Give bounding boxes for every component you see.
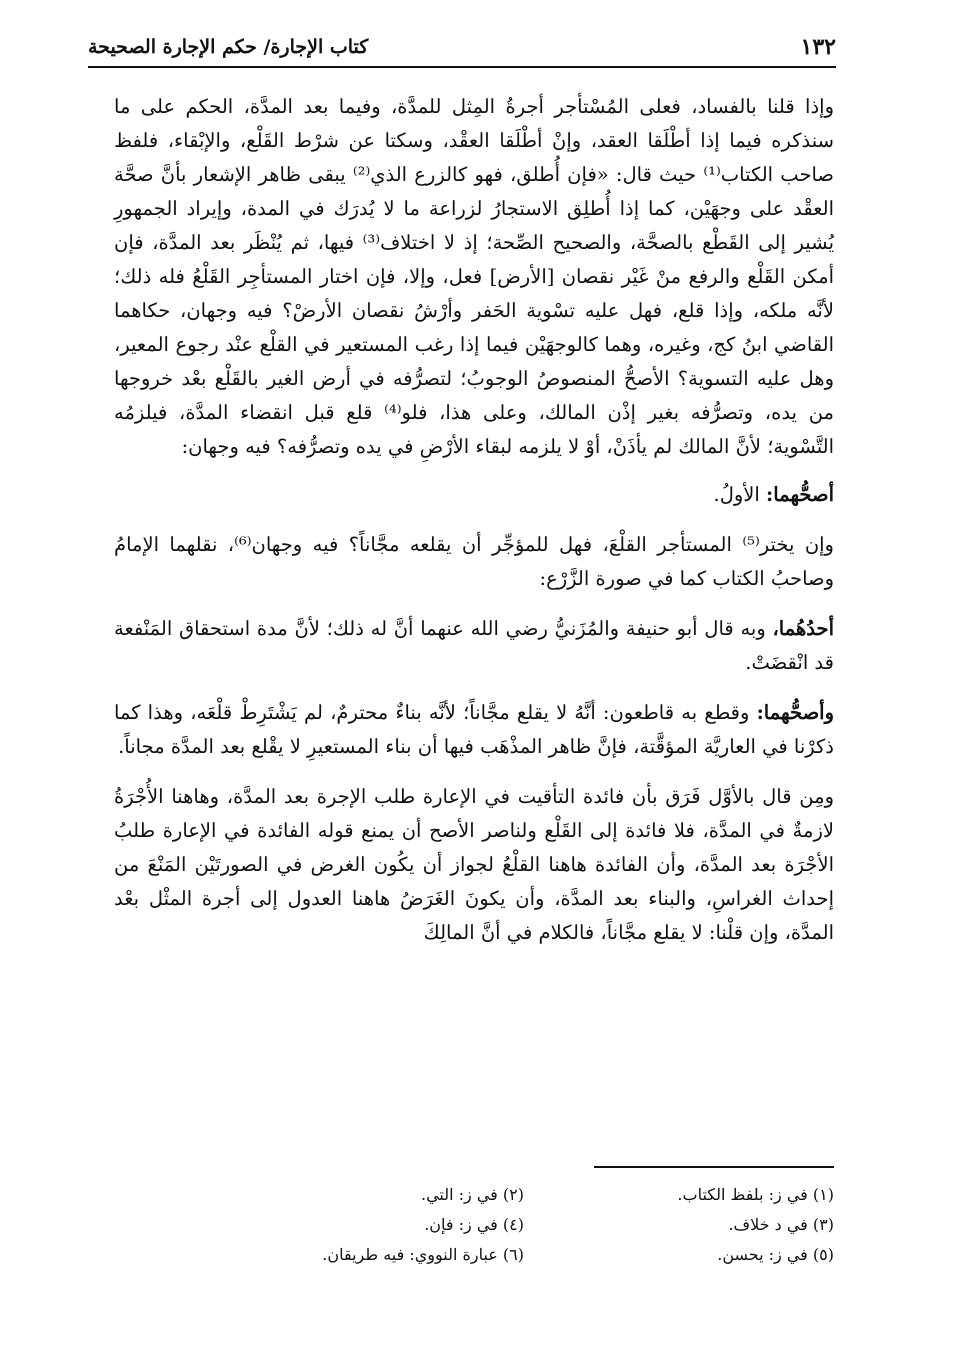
footnote-row bbox=[214, 1180, 834, 1210]
paragraph-5-lead: وأصحُّهما: bbox=[756, 701, 834, 724]
main-text bbox=[114, 90, 834, 964]
footnote-1: (١) في ز: بلفظ الكتاب. bbox=[677, 1185, 834, 1204]
paragraph-5 bbox=[114, 696, 834, 764]
paragraph-5-text: وقطع به قاطعون: أنَّهُ لا يقلع مجَّاناً؛ لأنَّه بناءٌ محترمٌ، لم يَشْتَرِطْ قلْعَه، وهذا كما ذكرْنا في العاريَّة المؤقَّتة، فإنَّ ظاهر المذْهَب فيها أن بناء المستعيرِ لا يقْلع بعد المدَّة مجاناً. bbox=[114, 701, 834, 758]
paragraph-3: وإن يختر⁽⁵⁾ المستأجر القلْعَ، فهل للمؤجِّر أن يقلعه مجَّاناً؟ فيه وجهان⁽⁶⁾، نقلهما الإمامُ وصاحبُ الكتاب كما في صورة الزَّرْع: bbox=[114, 533, 834, 590]
paragraph-4 bbox=[114, 612, 834, 680]
footnote-row bbox=[214, 1240, 834, 1270]
paragraph-2-text: الأولُ. bbox=[713, 483, 767, 506]
footnotes bbox=[214, 1180, 834, 1270]
paragraph-4-text: وبه قال أبو حنيفة والمُزَنيُّ رضي الله عنهما أنَّ له ذلك؛ لأنَّ مدة استحقاق المَنْفعة قد انْقضَتْ. bbox=[114, 617, 834, 674]
running-header bbox=[88, 30, 836, 68]
page-number: ١٣٢ bbox=[800, 34, 836, 60]
paragraph-1: وإذا قلنا بالفساد، فعلى المُسْتأجر أجرةُ المِثل للمدَّة، وفيما بعد المدَّة، الحكم على ما سنذكره فيما إذا أطْلَقا العقد، وإنْ أطْلَقا العقْد، وسكتا عن شرْط القَلْع، والإبْقاء، فلفظ صاحب الكتاب⁽¹⁾ حيث قال: «فإن أُطلق، فهو كالزرع الذي⁽²⁾ يبقى ظاهر الإشعار بأنَّ صحَّة العقْد على وجهَيْن، كما إذا أُطلِق الاستجارُ لزراعة ما لا يُدرَك في المدة، وإيراد الجمهورِ يُشير إلى القَطْع بالصحَّة، والصحيح الصِّحة؛ إذ لا اختلاف⁽³⁾ فيها، ثم يُنْظَر بعد المدَّة، فإن أمكن القَلْع والرفع منْ غَيْر نقصان [الأرض] فعل، وإلا، فإن اختار المستأجِر القَلْعُ فله ذلك؛ لأنَّه ملكه، وإذا قلع، فهل عليه تسْوية الحَفر وأرْشُ نقصان الأرضْ؟ فيه وجهان، حكاهما القاضي ابنُ كج، وغيره، وهما كالوجهَيْن فيما إذا رغب المستعير في القلْع عنْد رجوع المعير، وهل عليه التسوية؟ الأصحُّ المنصوصُ الوجوبُ؛ لتصرُّفه في أرض الغير بالقَلْع بعْد خروجها من يده، وتصرُّفه بغير إذْن المالك، وعلى هذا، فلو⁽⁴⁾ قلع قبل انقضاء المدَّة، فيلزمُه التَّسْوية؛ لأنَّ المالك لم يأذَنْ، أوْ لا يلزمه لبقاء الأرْضِ في يده وتصرُّفه؟ فيه وجهان: bbox=[114, 95, 834, 458]
footnote-4: (٤) في ز: فإن. bbox=[424, 1215, 524, 1234]
paragraph-2-lead: أصحُّهما: bbox=[766, 483, 834, 506]
footnote-6: (٦) عبارة النووي: فيه طريقان. bbox=[322, 1245, 524, 1264]
header-title: كتاب الإجارة/ حكم الإجارة الصحيحة bbox=[88, 36, 369, 58]
footnote-2: (٢) في ز: التي. bbox=[420, 1185, 524, 1204]
paragraph-6: ومِن قال بالأوَّل فَرَق بأن فائدة التأقيت في الإعارة طلب الإجرة بعد المدَّة، وهاهنا الأُجْرَةُ لازمةٌ في المدَّة، فلا فائدة إلى القَلْع ولناصر الأصح أن يمنع قوله الفائدة في الإعارة طلبُ الأجْرَة بعد المدَّة، وأن الفائدة هاهنا القلْعُ لجواز أن يكُون الغرض في الصورتَيْن المَنْعَ من إحداث الغراسِ، والبناء بعد المدَّة، وأن يكونَ الغَرَضُ هاهنا العدول إلى أجرة المثْل بعْد المدَّة، وإن قلْنا: لا يقلع مجَّاناً، فالكلام في أنَّ المالِكَ bbox=[114, 785, 834, 944]
footnote-separator bbox=[594, 1166, 834, 1168]
paragraph-4-lead: أحدُهُما، bbox=[772, 617, 834, 640]
footnote-row bbox=[214, 1210, 834, 1240]
footnote-3: (٣) في د خلاف. bbox=[728, 1215, 834, 1234]
paragraph-2 bbox=[114, 478, 834, 512]
footnote-5: (٥) في ز: يحسن. bbox=[717, 1245, 834, 1264]
